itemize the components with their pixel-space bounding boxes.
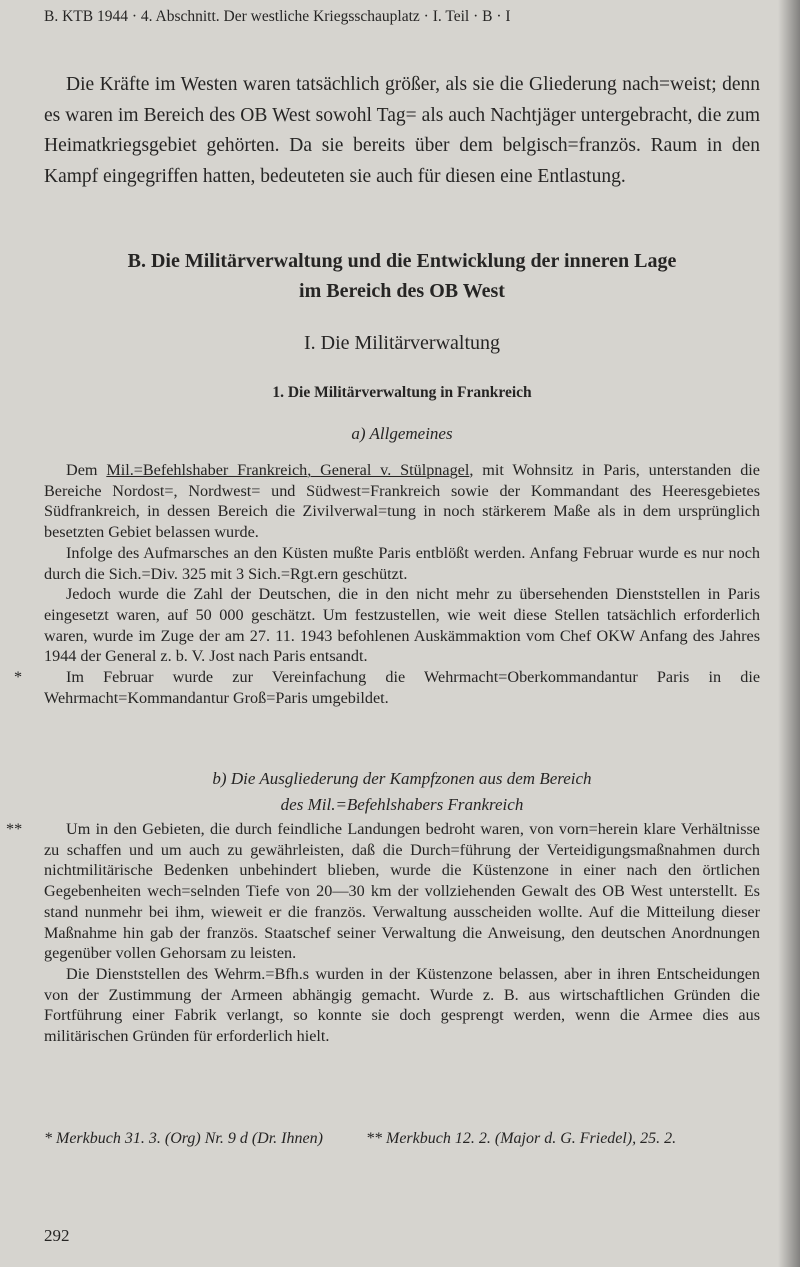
paragraph-text: , mit Wohnsitz in Paris, unterstanden die Bereiche Nordost=, Nordwest= und Südwest=Frankreich sowie der Kommandant des Heeresgebietes Südfrankreich, in dessen Bereich die Zivilverwal=tung in noch stärkerem Maße als in dem ursprünglich besetzten Gebiet belassen wurde.	[44, 461, 760, 542]
subchapter-heading: 1. Die Militärverwaltung in Frankreich	[272, 384, 532, 401]
section-a-body	[14, 460, 760, 708]
paragraph	[44, 460, 760, 543]
footnote-marker: *	[14, 668, 23, 687]
paragraph-text: Im Februar wurde zur Vereinfachung die Wehrmacht=Oberkommandantur Paris in die Wehrmacht=Kommandantur Groß=Paris umgebildet.	[44, 668, 760, 707]
page-edge-shadow	[778, 0, 800, 1267]
paragraph	[6, 819, 760, 964]
section-heading-line1: B. Die Militärverwaltung und die Entwicklung der inneren Lage	[127, 250, 677, 272]
underlined-text: Mil.=Befehlshaber Frankreich, General v. Stülpnagel	[106, 461, 470, 479]
paragraph: Die Dienststellen des Wehrm.=Bfh.s wurden in der Küstenzone belassen, aber in ihren Entscheidungen von der Zustimmung der Armeen abhängig gemacht. Wurde z. B. aus wirtschaftlichen Gründen die Fortführung einer Fabrik verlangt, so konnte sie doch gesprengt werden, wenn die Armee dies aus militärischen Gründen für erforderlich hielt.	[44, 964, 760, 1046]
chapter-heading: I. Die Militärverwaltung	[303, 332, 501, 354]
paragraph-text: Dem	[66, 461, 107, 479]
intro-paragraph	[44, 70, 760, 192]
section-heading	[44, 246, 760, 306]
footnote: ** Merkbuch 12. 2. (Major d. G. Friedel), 25. 2.	[366, 1130, 677, 1147]
subsection-b-line1: b) Die Ausgliederung der Kampfzonen aus dem Bereich	[212, 769, 592, 788]
paragraph-text: Die Kräfte im Westen waren tatsächlich größer, als sie die Gliederung nach=weist; denn es waren im Bereich des OB West sowohl Tag= als auch Nachtjäger untergebracht, die zum Heimatkriegsgebiet gehörten. Da sie bereits über dem belgisch=französ. Raum in den Kampf eingegriffen hatten, bedeuteten sie auch für diesen eine Entlastung.	[44, 74, 760, 187]
paragraph	[14, 667, 760, 708]
page-number: 292	[44, 1226, 70, 1245]
subsection-a-heading: a) Allgemeines	[351, 424, 453, 443]
subsection-b-line2: des Mil.=Befehlshabers Frankreich	[280, 795, 524, 814]
paragraph-text: Um in den Gebieten, die durch feindliche Landungen bedroht waren, von vorn=herein klare Verhältnisse zu schaffen und um auch zu gewährleisten, daß die Durch=führung der Verteidigungsmaßnahmen durch nichtmilitärische Bedenken unbehindert blieben, wurde die Küstenzone in einer nach den örtlichen Gegebenheiten wech=selnden Tiefe von 20—30 km der vollziehenden Gewalt des OB West unterstellt. Es stand nunmehr bei ihm, wieweit er die französ. Verwaltung ausscheiden wollte. Auf die Mitteilung dieser Maßnahme hin gab der französ. Staatschef seiner Verwaltung die Anweisung, den deutschen Anordnungen gegenüber vollen Gehorsam zu leisten.	[44, 820, 760, 963]
section-b-body	[6, 819, 760, 1047]
paragraph: Infolge des Aufmarsches an den Küsten mußte Paris entblößt werden. Anfang Februar wurde es nur noch durch die Sich.=Div. 325 mit 3 Sich.=Rgt.ern geschützt.	[44, 543, 760, 583]
footnote: * Merkbuch 31. 3. (Org) Nr. 9 d (Dr. Ihnen)	[44, 1130, 323, 1147]
running-header: B. KTB 1944 · 4. Abschnitt. Der westliche Kriegsschauplatz · I. Teil · B · I	[44, 8, 511, 25]
footnote-marker: **	[6, 820, 23, 838]
paragraph: Jedoch wurde die Zahl der Deutschen, die in den nicht mehr zu übersehenden Dienststellen in Paris eingesetzt waren, auf 50 000 geschätzt. Um festzustellen, wie weit diese Stellen tatsächlich erforderlich waren, wurde im Zuge der am 27. 11. 1943 befohlenen Auskämmaktion vom Chef OKW Anfang des Jahres 1944 der General z. b. V. Jost nach Paris entsandt.	[44, 585, 760, 666]
section-heading-line2: im Bereich des OB West	[299, 280, 505, 302]
subsection-b-heading	[44, 766, 760, 818]
